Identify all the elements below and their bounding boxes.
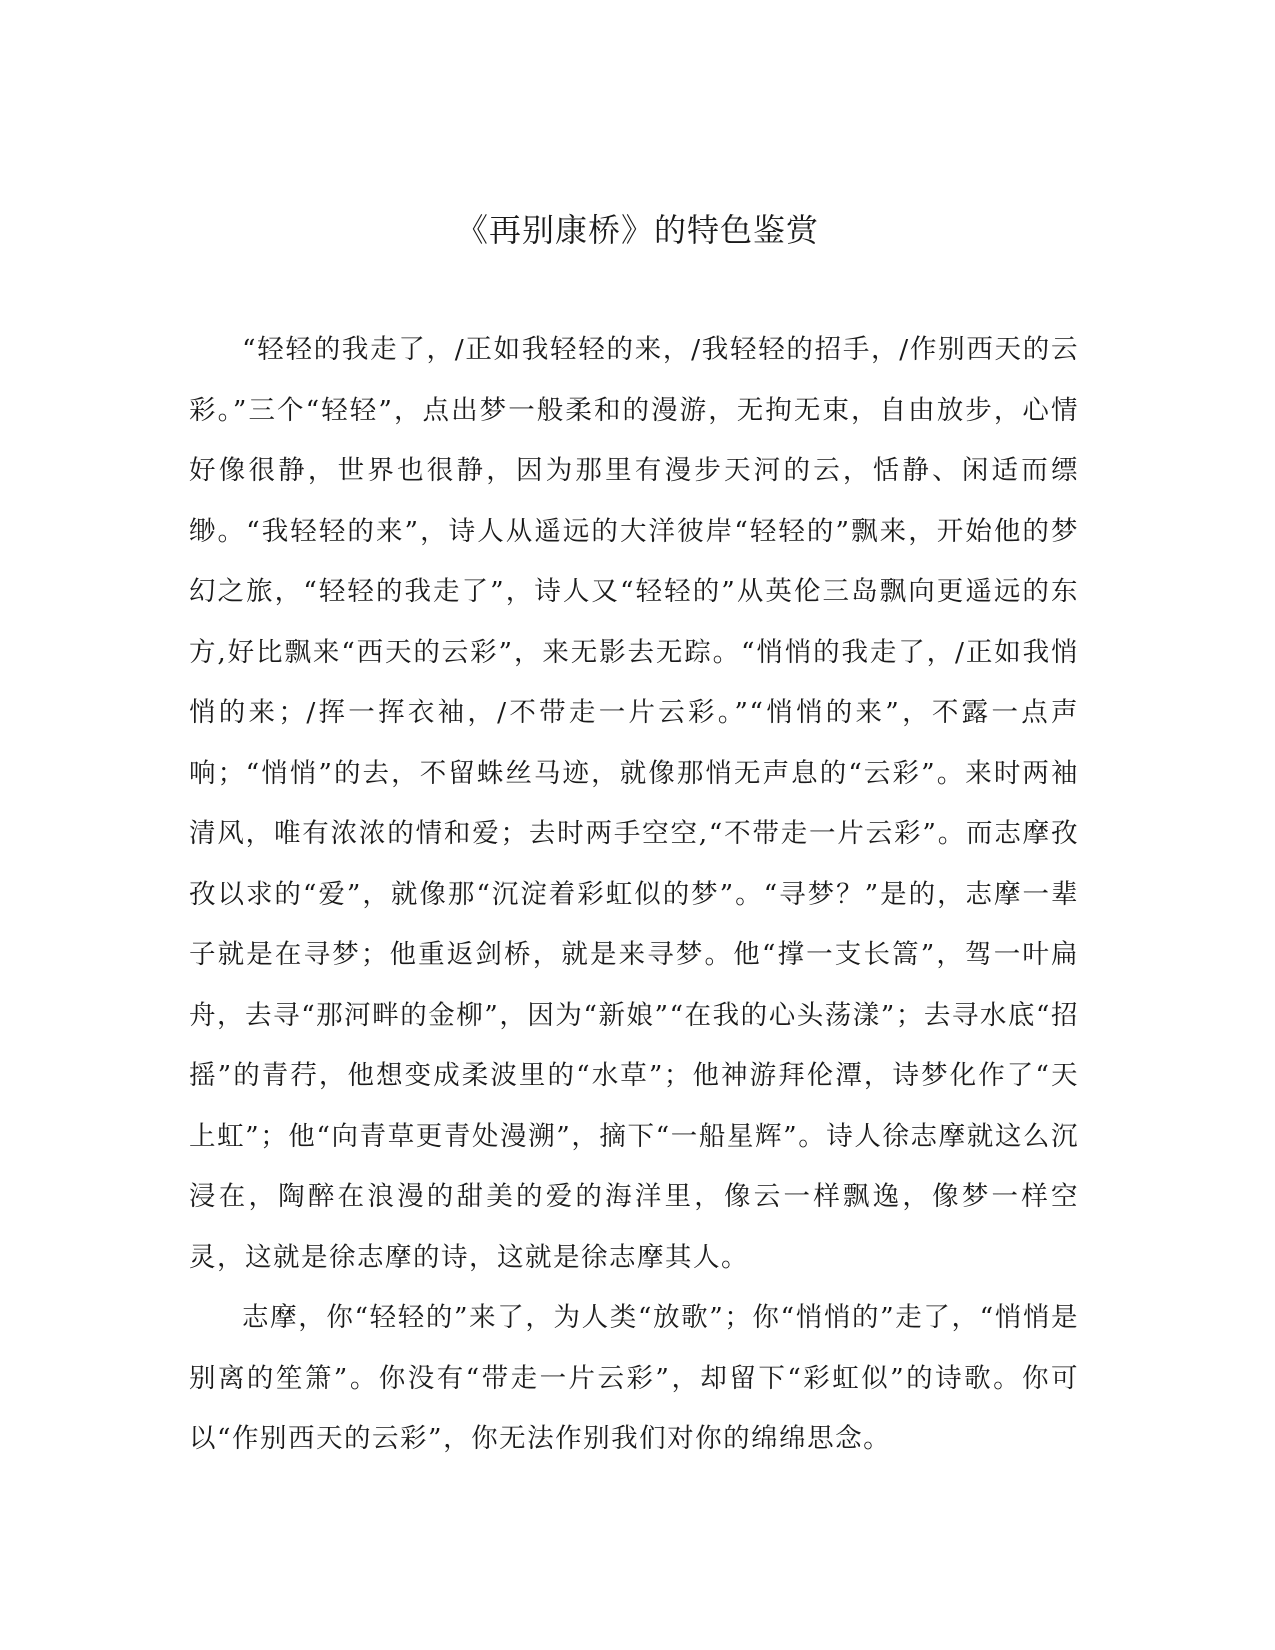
document-title: 《再别康桥》的特色鉴赏 [455, 211, 819, 249]
document-body [189, 320, 1079, 1470]
body-paragraph-2: 志摩，你“轻轻的”来了，为人类“放歌”；你“悄悄的”走了，“悄悄是别离的笙箫”。你没有“带走一片云彩”，却留下“彩虹似”的诗歌。你可以“作别西天的云彩”，你无法作别我们对你的绵绵思念。 [189, 1302, 1079, 1454]
body-paragraph-1: “轻轻的我走了，/正如我轻轻的来，/我轻轻的招手，/作别西天的云彩。”三个“轻轻”，点出梦一般柔和的漫游，无拘无束，自由放步，心情好像很静，世界也很静，因为那里有漫步天河的云，恬静、闲适而缥缈。“我轻轻的来”，诗人从遥远的大洋彼岸“轻轻的”飘来，开始他的梦幻之旅，“轻轻的我走了”，诗人又“轻轻的”从英伦三岛飘向更遥远的东方,好比飘来“西天的云彩”，来无影去无踪。“悄悄的我走了，/正如我悄悄的来；/挥一挥衣袖，/不带走一片云彩。”“悄悄的来”，不露一点声响；“悄悄”的去，不留蛛丝马迹，就像那悄无声息的“云彩”。来时两袖清风，唯有浓浓的情和爱；去时两手空空,“不带走一片云彩”。而志摩孜孜以求的“爱”，就像那“沉淀着彩虹似的梦”。“寻梦？”是的，志摩一辈子就是在寻梦；他重返剑桥，就是来寻梦。他“撑一支长篙”，驾一叶扁舟，去寻“那河畔的金柳”，因为“新娘”“在我的心头荡漾”；去寻水底“招摇”的青荇，他想变成柔波里的“水草”；他神游拜伦潭，诗梦化作了“天上虹”；他“向青草更青处漫溯”，摘下“一船星辉”。诗人徐志摩就这么沉浸在，陶醉在浪漫的甜美的爱的海洋里，像云一样飘逸，像梦一样空灵，这就是徐志摩的诗，这就是徐志摩其人。 [189, 334, 1079, 1273]
